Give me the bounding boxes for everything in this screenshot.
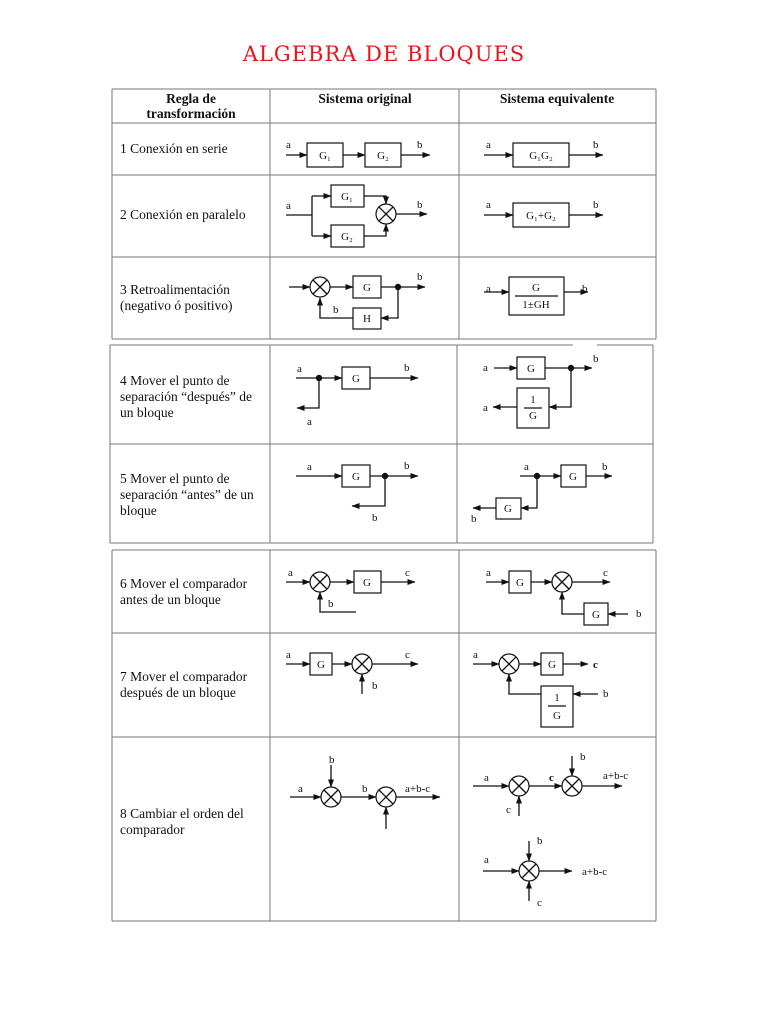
block-g-label: G [352, 471, 360, 483]
label-input: a [286, 649, 291, 661]
block-inverse-g-den: G [553, 710, 561, 722]
label-b: b [329, 754, 335, 766]
label-output: b [593, 353, 599, 365]
block-closed-loop-den: 1±GH [522, 299, 550, 311]
label-output: b [593, 139, 599, 151]
diagram-change-comparator-order-equivalent-1 [473, 751, 628, 816]
block-g-label: G [527, 363, 535, 375]
rule-1-text [120, 141, 228, 156]
label-input: a [484, 854, 489, 866]
rule-7-line-2: después de un bloque [120, 685, 236, 700]
header-rule-line-2: transformación [146, 106, 236, 121]
label-input: a [297, 363, 302, 375]
diagram-move-comparator-before-equivalent [486, 567, 642, 625]
rule-4-text [120, 373, 252, 420]
label-input: a [524, 461, 529, 473]
rule-4-line-2: separación “después” de [120, 389, 252, 404]
block-g1-plus-g2-label: G₁+G₂ [526, 210, 556, 222]
block-g1g2-label: G₁G₂ [529, 150, 553, 162]
rule-7-line-1: 7 Mover el comparador [120, 669, 248, 684]
rule-8-line-2: comparador [120, 822, 185, 837]
label-b: b [537, 835, 543, 847]
page-title: ALGEBRA DE BLOQUES [242, 42, 526, 66]
rule-8-line-1: 8 Cambiar el orden del [120, 806, 244, 821]
diagram-parallel-original [286, 185, 427, 247]
label-output: b [417, 271, 423, 283]
block-g1-label: G₁ [319, 150, 331, 162]
block-inverse-g-num: 1 [530, 394, 536, 406]
block-g-branch-label: G [504, 503, 512, 515]
block-g-label: G [352, 373, 360, 385]
diagram-series-original [286, 139, 430, 167]
label-output: a+b-c [603, 770, 629, 782]
diagram-move-takeoff-before-original [296, 460, 418, 524]
block-closed-loop-num: G [532, 282, 540, 294]
label-input: a [288, 567, 293, 579]
diagram-parallel-equivalent [484, 199, 603, 227]
label-input: a [286, 139, 291, 151]
label-input: a [483, 362, 488, 374]
rule-3-line-2: (negativo ó positivo) [120, 298, 233, 313]
label-input: a [286, 200, 291, 212]
label-branch-a: a [483, 402, 488, 414]
label-output: c [593, 659, 598, 671]
rule-1-line-1: 1 Conexión en serie [120, 141, 228, 156]
diagram-move-comparator-after-equivalent [473, 649, 609, 727]
label-b: b [603, 688, 609, 700]
diagram-feedback-equivalent [484, 277, 588, 315]
rule-5-line-3: bloque [120, 503, 157, 518]
label-input: a [486, 199, 491, 211]
rule-2-text [120, 207, 246, 222]
label-branch-a: a [307, 416, 312, 428]
label-output: b [582, 283, 588, 295]
diagram-series-equivalent [484, 139, 603, 167]
block-g2-label: G₂ [377, 150, 389, 162]
header-original: Sistema original [318, 91, 412, 106]
label-c: c [537, 897, 542, 909]
label-output: c [405, 567, 410, 579]
block-g2-label: G₂ [341, 231, 353, 243]
rule-6-line-1: 6 Mover el comparador [120, 576, 248, 591]
label-mid: c [549, 772, 554, 784]
diagram-move-takeoff-before-equivalent [471, 461, 612, 525]
label-branch-b: b [372, 512, 378, 524]
label-output: c [405, 649, 410, 661]
label-input: a [486, 283, 491, 295]
block-g-label: G [548, 659, 556, 671]
block-g1-label: G₁ [341, 191, 353, 203]
label-branch-b: b [471, 513, 477, 525]
label-output: a+b-c [405, 783, 431, 795]
label-input: a [307, 461, 312, 473]
label-b: b [328, 598, 334, 610]
label-input: a [486, 567, 491, 579]
rule-3-text [120, 282, 232, 313]
table-header [146, 91, 614, 121]
rule-8-text [120, 806, 244, 837]
label-output: b [602, 461, 608, 473]
label-output: b [593, 199, 599, 211]
label-output: b [404, 460, 410, 472]
label-b: b [636, 608, 642, 620]
diagram-move-takeoff-after-equivalent [483, 353, 599, 428]
label-input: a [484, 772, 489, 784]
diagram-feedback-original [289, 271, 425, 329]
block-inverse-g-num: 1 [554, 692, 560, 704]
label-c: c [506, 804, 511, 816]
diagram-change-comparator-order-equivalent-2 [483, 835, 607, 909]
label-output: b [417, 199, 423, 211]
label-b: b [333, 304, 339, 316]
label-input: a [298, 783, 303, 795]
rule-6-text [120, 576, 248, 607]
header-equivalent: Sistema equivalente [499, 91, 615, 106]
rule-5-text [120, 471, 254, 518]
rule-3-line-1: 3 Retroalimentación [120, 282, 230, 297]
block-g-label: G [363, 282, 371, 294]
diagram-move-takeoff-after-original [296, 362, 418, 428]
block-g-label: G [569, 471, 577, 483]
label-input: a [486, 139, 491, 151]
rule-6-line-2: antes de un bloque [120, 592, 221, 607]
block-g-label: G [363, 577, 371, 589]
label-output: a+b-c [582, 866, 608, 878]
label-input: a [473, 649, 478, 661]
label-mid: b [362, 783, 368, 795]
label-output: c [603, 567, 608, 579]
diagram-move-comparator-before-original [286, 567, 415, 612]
label-output: b [404, 362, 410, 374]
label-output: b [417, 139, 423, 151]
rule-7-text [120, 669, 248, 700]
block-inverse-g-den: G [529, 410, 537, 422]
rule-4-line-3: un bloque [120, 405, 174, 420]
header-rule-line-1: Regla de [166, 91, 216, 106]
label-b: b [580, 751, 586, 763]
diagram-change-comparator-order-original [290, 754, 440, 829]
rule-5-line-2: separación “antes” de un [120, 487, 254, 502]
block-g-branch-label: G [592, 609, 600, 621]
diagram-move-comparator-after-original [286, 649, 418, 694]
rule-5-line-1: 5 Mover el punto de [120, 471, 230, 486]
block-g-label: G [516, 577, 524, 589]
block-g-label: G [317, 659, 325, 671]
block-h-label: H [363, 313, 371, 325]
label-b: b [372, 680, 378, 692]
rule-2-line-1: 2 Conexión en paralelo [120, 207, 246, 222]
rule-4-line-1: 4 Mover el punto de [120, 373, 230, 388]
